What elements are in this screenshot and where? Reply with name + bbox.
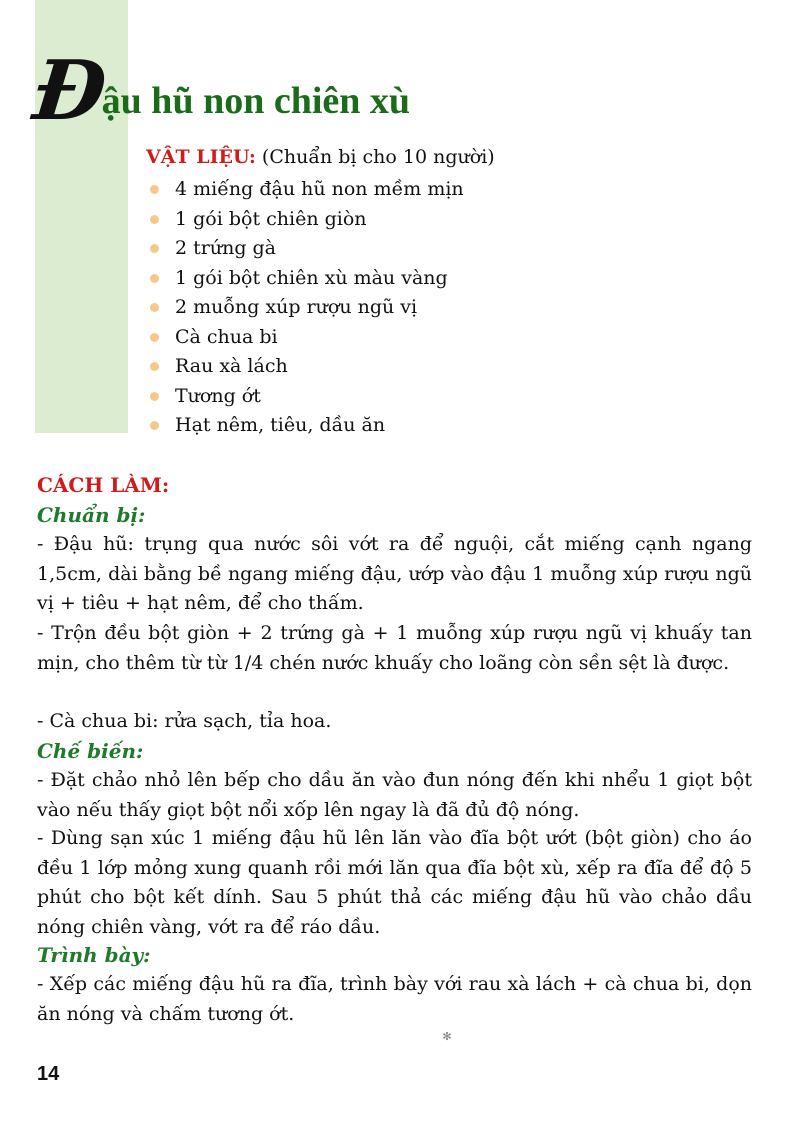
prep-heading: Chuẩn bị: [37, 503, 146, 527]
serve-paragraph: - Xếp các miếng đậu hũ ra đĩa, trình bày với rau xà lách + cà chua bi, dọn ăn nóng và chấm tương ớt. [37, 973, 752, 1025]
ingredient-item [150, 323, 464, 353]
cook-paragraph: - Đặt chảo nhỏ lên bếp cho dầu ăn vào đun nóng đến khi nhểu 1 giọt bột vào nếu thấy giọt bột nổi xốp lên ngay là đã đủ độ nóng. [37, 769, 752, 821]
ornament-icon: ✻ [442, 1030, 452, 1043]
prep-paragraph: - Đậu hũ: trụng qua nước sôi vớt ra để nguội, cắt miếng cạnh ngang 1,5cm, dài bằng bề ngang miếng đậu, ướp vào đậu 1 muỗng xúp rượu ngũ vị + tiêu + hạt nêm, để cho thấm. [37, 533, 752, 614]
ingredient-item [150, 382, 464, 412]
ingredient-text: 2 trứng gà [175, 237, 277, 259]
ingredient-list [150, 175, 464, 441]
bullet-dot-icon [150, 215, 159, 224]
prep-paragraph: - Cà chua bi: rửa sạch, tỉa hoa. [37, 710, 332, 732]
page-number: 14 [37, 1063, 60, 1085]
materials-note: (Chuẩn bị cho 10 người) [261, 146, 495, 168]
ingredient-item [150, 293, 464, 323]
ingredient-text: 4 miếng đậu hũ non mềm mịn [175, 178, 464, 200]
serve-heading: Trình bày: [37, 943, 151, 967]
cook-paragraph: - Dùng sạn xúc 1 miếng đậu hũ lên lăn vào đĩa bột ướt (bột giòn) cho áo đều 1 lớp mỏng xung quanh rồi mới lăn qua đĩa bột xù, xếp ra đĩa để độ 5 phút cho bột kết dính. Sau 5 phút thả các miếng đậu hũ vào chảo dầu nóng chiên vàng, vớt ra để ráo dầu. [37, 827, 752, 938]
ingredient-item [150, 411, 464, 441]
ingredient-item [150, 175, 464, 205]
bullet-dot-icon [150, 392, 159, 401]
bullet-dot-icon [150, 362, 159, 371]
bullet-dot-icon [150, 244, 159, 253]
ingredient-text: Hạt nêm, tiêu, dầu ăn [175, 414, 386, 436]
title-text: ậu hũ non chiên xù [101, 80, 411, 122]
ingredient-item [150, 205, 464, 235]
ingredient-item [150, 234, 464, 264]
ingredient-item [150, 352, 464, 382]
bullet-dot-icon [150, 303, 159, 312]
ingredient-text: Rau xà lách [175, 355, 288, 377]
title-drop-letter: Đ [28, 43, 111, 139]
ingredient-text: 1 gói bột chiên giòn [175, 207, 367, 230]
cook-heading: Chế biến: [37, 739, 144, 763]
materials-heading [146, 146, 495, 168]
ingredient-text: 2 muỗng xúp rượu ngũ vị [175, 296, 418, 318]
materials-label: VẬT LIỆU: [146, 146, 256, 168]
prep-paragraph: - Trộn đều bột giòn + 2 trứng gà + 1 muỗng xúp rượu ngũ vị khuấy tan mịn, cho thêm từ từ 1/4 chén nước khuấy cho loãng còn sền sệt là được. [37, 622, 752, 674]
ingredient-text: Tương ớt [175, 384, 261, 407]
ingredient-text: 1 gói bột chiên xù màu vàng [175, 266, 448, 289]
bullet-dot-icon [150, 185, 159, 194]
page-title [28, 43, 411, 139]
ingredient-item [150, 264, 464, 294]
method-heading: CÁCH LÀM: [37, 473, 170, 497]
bullet-dot-icon [150, 274, 159, 283]
bullet-dot-icon [150, 333, 159, 342]
bullet-dot-icon [150, 421, 159, 430]
ingredient-text: Cà chua bi [175, 325, 278, 348]
